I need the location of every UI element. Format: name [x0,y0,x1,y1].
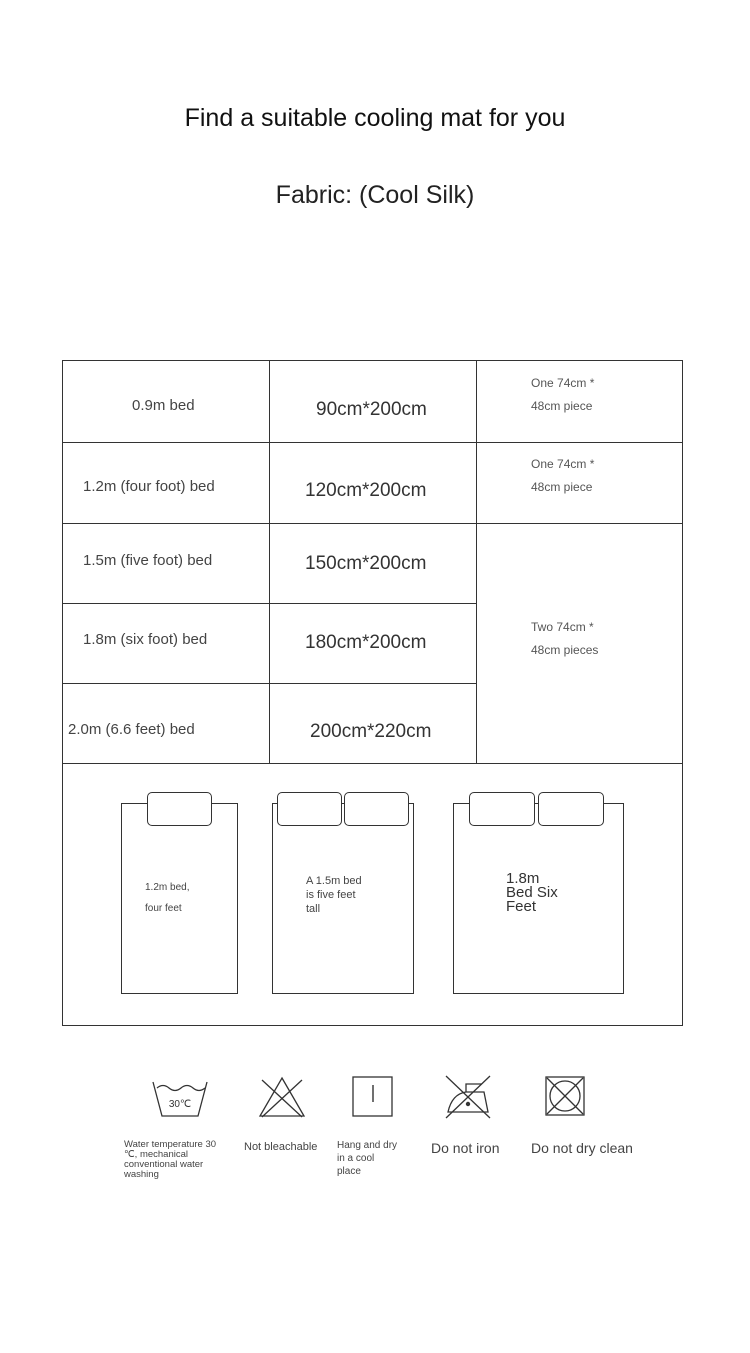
table-cell-bed: 0.9m bed [132,397,195,414]
care-label-dry: Hang and dry in a cool place [337,1140,398,1177]
table-cell-size: 90cm*200cm [316,399,427,420]
table-cell-bed: 1.8m (six foot) bed [83,631,208,648]
no-iron-icon [444,1074,492,1120]
no-bleach-icon [257,1075,307,1119]
table-cell-piece: One 74cm * 48cm piece [531,457,595,494]
care-label-dry-clean: Do not dry clean [531,1140,633,1156]
pillow-icon [469,792,535,826]
wash-30-icon [150,1078,210,1120]
table-cell-size: 150cm*200cm [305,553,427,574]
svg-text:30℃: 30℃ [168,1099,192,1110]
table-cell-size: 200cm*220cm [310,721,432,742]
hang-dry-icon [352,1076,394,1118]
pillow-icon [147,792,212,826]
table-cell-size: 180cm*200cm [305,632,427,653]
size-table [62,360,683,764]
bed-diagram-panel [62,763,683,1026]
table-cell-bed: 2.0m (6.6 feet) bed [68,721,195,738]
table-cell-bed: 1.2m (four foot) bed [83,478,215,495]
pillow-icon [277,792,342,826]
page-title: Find a suitable cooling mat for you [184,104,566,132]
no-dry-clean-icon [545,1076,585,1116]
fabric-label: Fabric: (Cool Silk) [275,181,475,209]
bed-label: 1.8m Bed Six Feet [506,870,558,915]
bed-label: A 1.5m bed is five feet tall [306,875,362,915]
table-cell-size: 120cm*200cm [305,480,427,501]
table-cell-piece-shared: Two 74cm * 48cm pieces [531,620,599,657]
pillow-icon [538,792,604,826]
table-cell-piece: One 74cm * 48cm piece [531,376,595,413]
care-label-iron: Do not iron [431,1140,500,1156]
pillow-icon [344,792,409,826]
table-cell-bed: 1.5m (five foot) bed [83,552,213,569]
care-label-wash: Water temperature 30 ℃, mechanical conventional water washing [124,1139,217,1180]
bed-label: 1.2m bed, four feet [145,882,190,914]
care-label-bleach: Not bleachable [244,1141,318,1153]
